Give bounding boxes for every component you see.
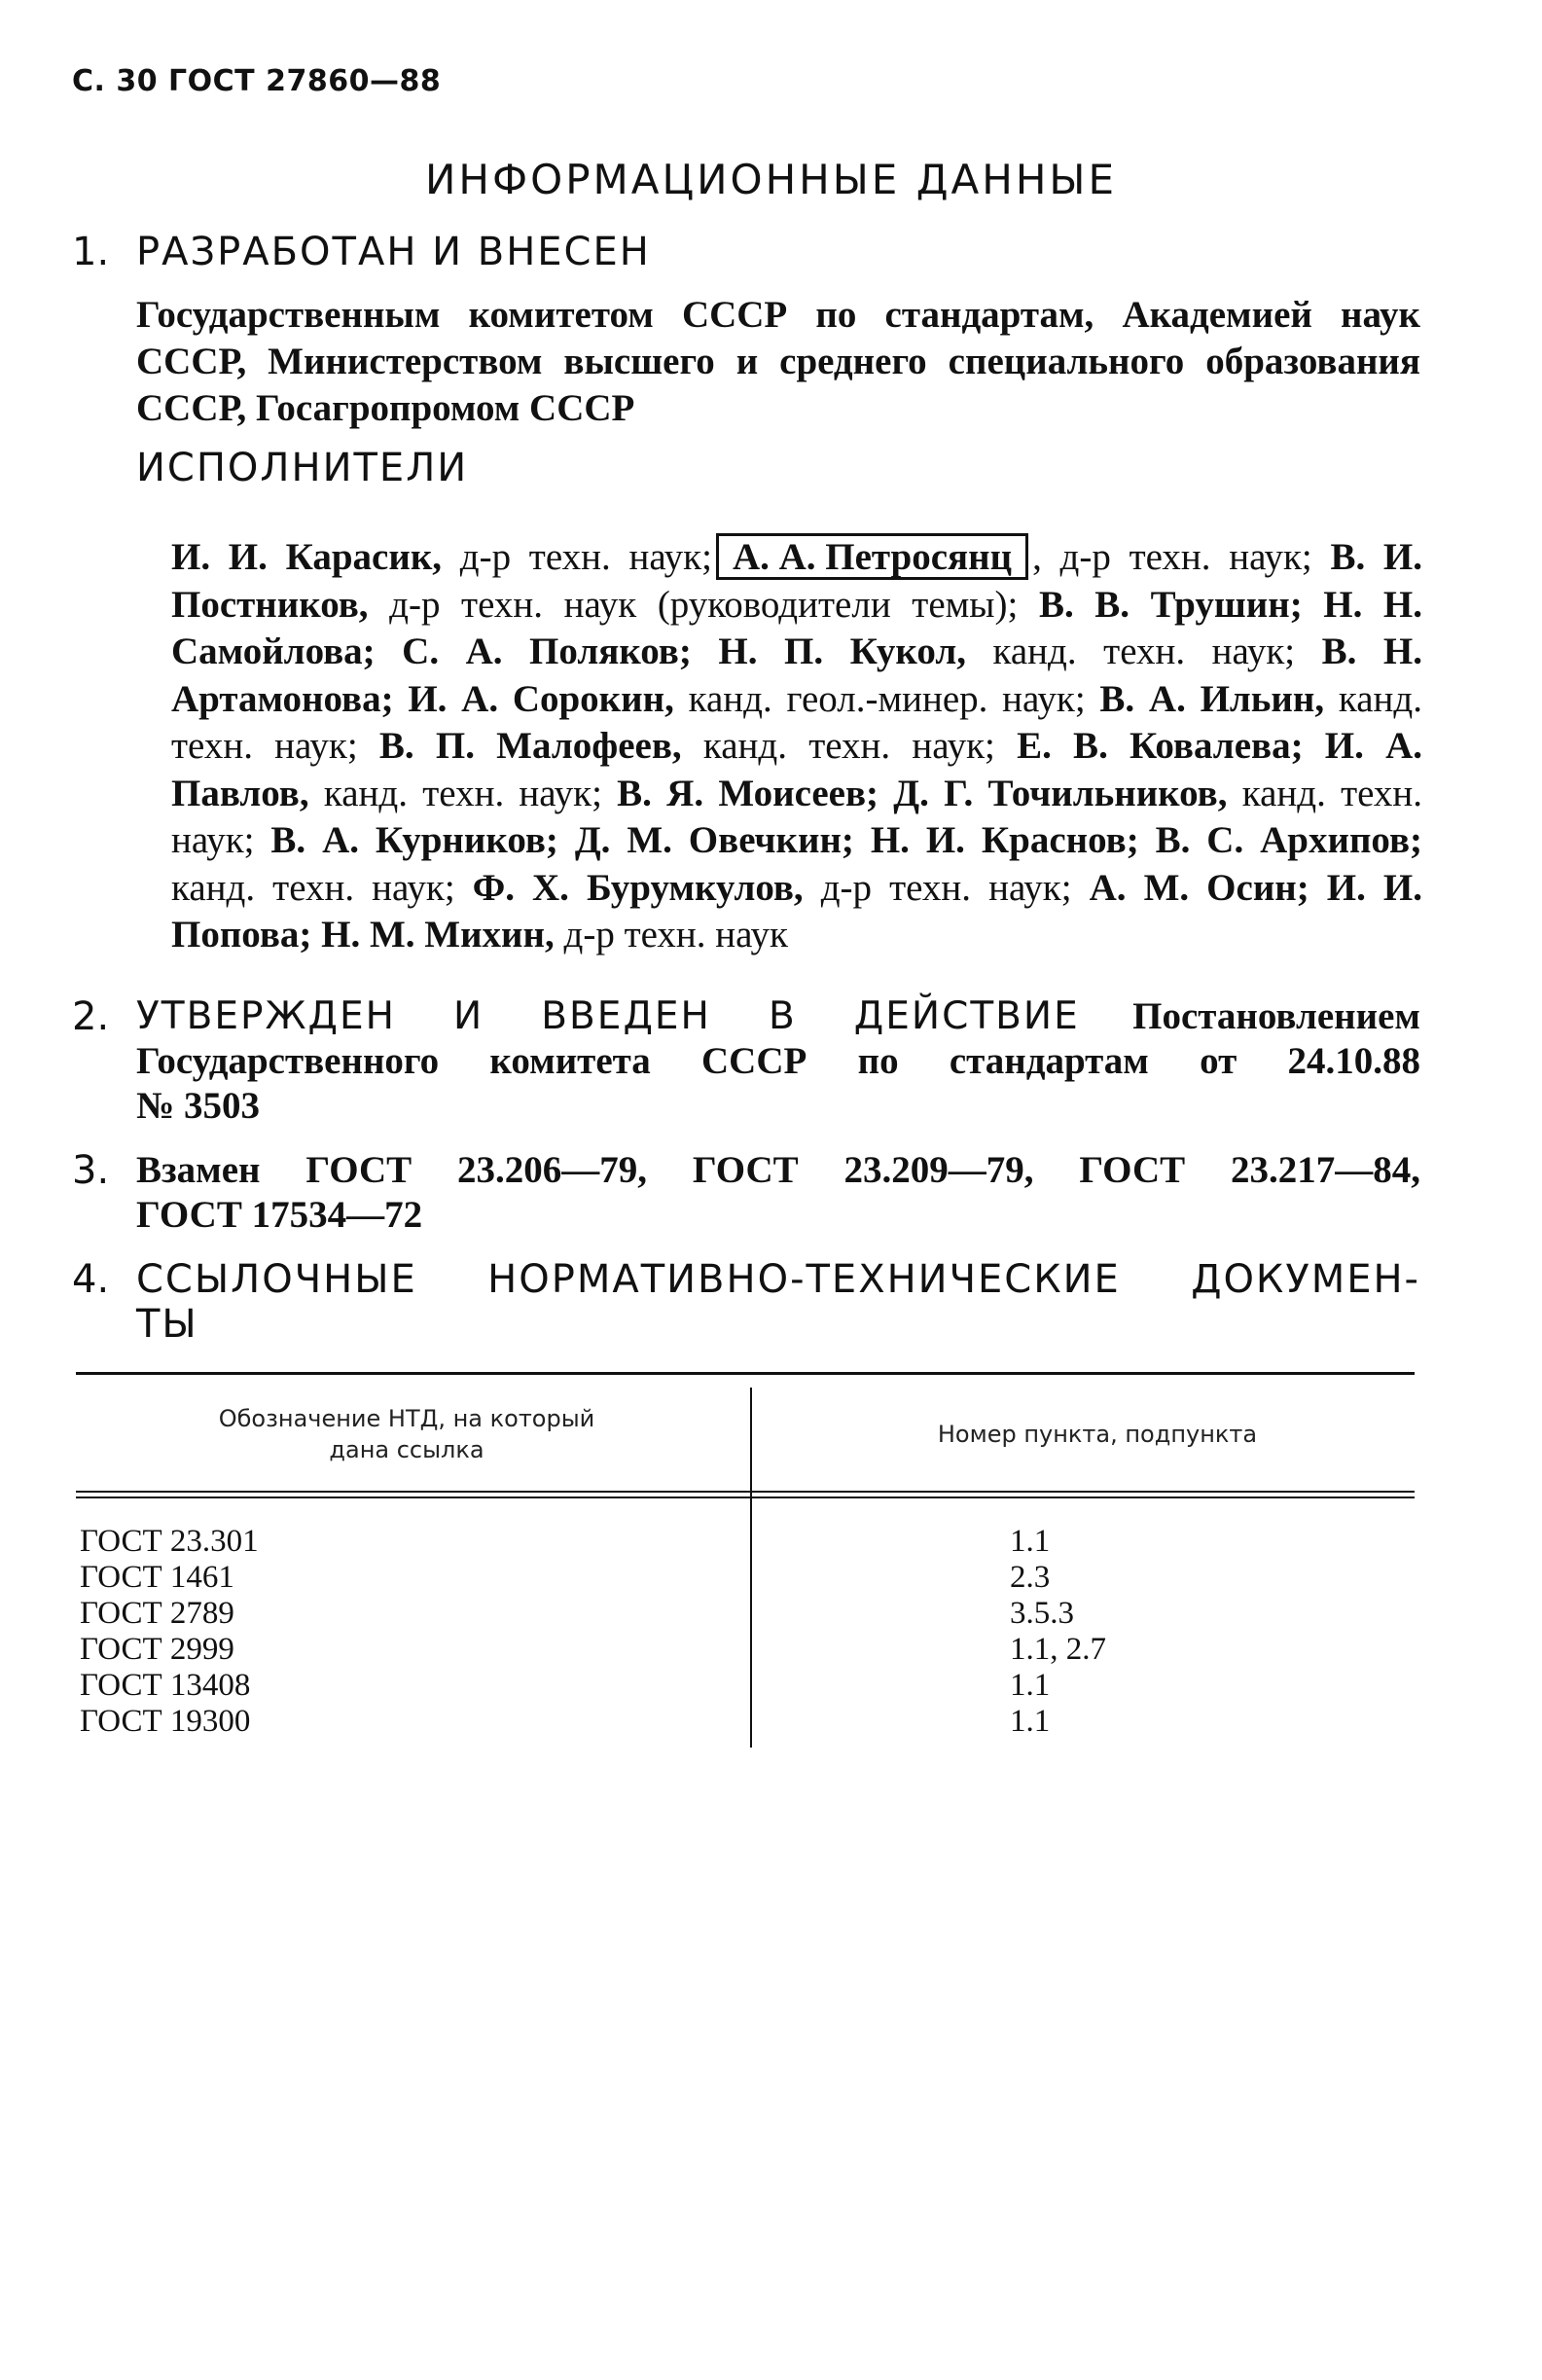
boxed-author-name: А. А. Петросянц [716, 533, 1028, 580]
author-name: А. М. Осин; И. И. Попова; Н. М. Михин, [171, 866, 1423, 956]
section-3-number: 3. [72, 1148, 110, 1193]
author-degree: канд. техн. наук; [323, 772, 602, 814]
section-2-number: 2. [72, 994, 110, 1039]
table-cell-clause: 1.1 [1010, 1668, 1051, 1703]
authors-list [171, 533, 1422, 959]
table-header-rule [76, 1491, 1415, 1493]
section-2-line-3: № 3503 [136, 1085, 260, 1127]
section-4-number: 4. [72, 1257, 110, 1302]
table-column-clause [1010, 1524, 1380, 1740]
author-name: Е. В. Ковалева; И. А. Павлов, [171, 725, 1422, 814]
table-cell-clause: 2.3 [1010, 1560, 1051, 1595]
author-degree: канд. техн. наук; [171, 772, 1423, 861]
table-cell-clause: 3.5.3 [1010, 1596, 1074, 1631]
section-1-developers: Государственным комитетом СССР по стандартам, Академией наук СССР, Министерством высшего и среднего специального образования СССР, Госагропромом СССР [136, 294, 1420, 429]
section-3-line-1: Взамен ГОСТ 23.206—79, ГОСТ 23.209—79, ГОСТ 23.217—84, [136, 1149, 1420, 1191]
section-1-number: 1. [72, 230, 110, 274]
table-cell-doc: ГОСТ 1461 [80, 1560, 234, 1595]
author-degree: д-р техн. наук; [820, 866, 1072, 909]
table-cell-doc: ГОСТ 19300 [80, 1704, 251, 1739]
table-header-designation [115, 1403, 699, 1465]
table-header-designation-line-2: дана ссылка [329, 1436, 484, 1463]
table-cell-clause: 1.1, 2.7 [1010, 1632, 1106, 1667]
table-top-rule [76, 1372, 1415, 1375]
author-name: В. Н. Артамонова; И. А. Сорокин, [171, 631, 1423, 720]
table-header-designation-line-1: Обозначение НТД, на который [218, 1405, 595, 1432]
author-name: Ф. Х. Бурумкулов, [472, 866, 804, 909]
table-header-rule-double [76, 1497, 1415, 1498]
table-header-clause: Номер пункта, подпункта [937, 1421, 1258, 1448]
page-title: ИНФОРМАЦИОННЫЕ ДАННЫЕ [424, 156, 1117, 203]
table-cell-doc: ГОСТ 2789 [80, 1596, 234, 1631]
section-3-line-2: ГОСТ 17534—72 [136, 1194, 423, 1236]
author-degree: канд. техн. наук; [171, 866, 455, 909]
author-name: В. В. Трушин; Н. Н. Самойлова; С. А. Поляков; Н. П. Кукол, [171, 583, 1423, 672]
author-name: В. П. Малофеев, [378, 725, 682, 767]
table-cell-clause: 1.1 [1010, 1524, 1051, 1559]
table-column-designation [80, 1524, 663, 1740]
section-2-line-2: Государственного комитета СССР по стандартам от 24.10.88 [136, 1040, 1420, 1082]
section-1-heading: РАЗРАБОТАН И ВНЕСЕН [136, 230, 651, 274]
table-column-divider [750, 1388, 752, 1748]
section-2-line-1 [136, 994, 1420, 1039]
author-degree: канд. техн. наук; [702, 725, 995, 767]
author-degree: д-р техн. наук; [459, 536, 712, 578]
author-degree: канд. техн. наук; [171, 677, 1423, 767]
author-degree: канд. техн. наук; [992, 631, 1296, 672]
author-name: В. Я. Моисеев; Д. Г. Точильников, [617, 772, 1228, 814]
section-4-heading-line-1: ССЫЛОЧНЫЕ НОРМАТИВНО-ТЕХНИЧЕСКИЕ ДОКУМЕН- [136, 1257, 1420, 1302]
author-name: И. И. Карасик, [171, 536, 443, 578]
page-header: С. 30 ГОСТ 27860—88 [72, 64, 442, 98]
references-table [76, 1372, 1415, 1751]
author-degree: д-р техн. наук (руководители темы); [389, 583, 1019, 626]
table-cell-doc: ГОСТ 13408 [80, 1668, 251, 1703]
author-name: В. А. Ильин, [1099, 677, 1325, 720]
table-cell-clause: 1.1 [1010, 1704, 1051, 1739]
section-2-decree: Постановлением [1132, 995, 1420, 1037]
table-cell-doc: ГОСТ 23.301 [80, 1524, 259, 1559]
author-name: В. А. Курников; Д. М. Овечкин; Н. И. Краснов; В. С. Архипов; [270, 819, 1422, 861]
author-name: В. И. Постников, [171, 536, 1422, 626]
section-4-heading-line-2: ТЫ [136, 1302, 198, 1347]
author-degree: , д-р техн. наук; [1032, 536, 1312, 578]
section-2-heading: УТВЕРЖДЕН И ВВЕДЕН В ДЕЙСТВИЕ [136, 994, 1080, 1038]
author-degree: канд. геол.-минер. наук; [688, 677, 1086, 720]
table-cell-doc: ГОСТ 2999 [80, 1632, 234, 1667]
author-degree: д-р техн. наук [563, 914, 788, 956]
performers-heading: ИСПОЛНИТЕЛИ [136, 446, 469, 490]
